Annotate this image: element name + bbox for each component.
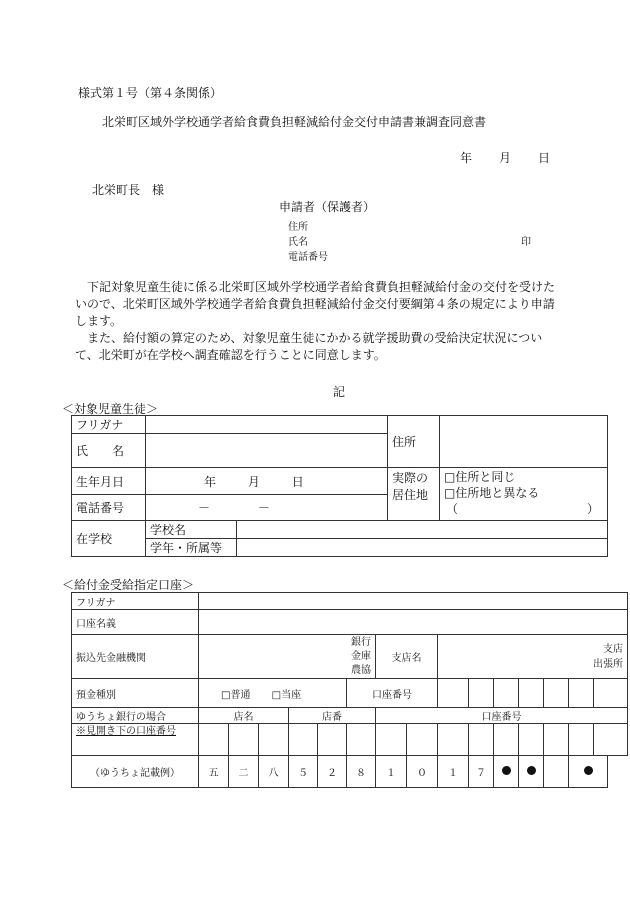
example-digit: 八 <box>259 756 289 788</box>
example-digit: ７ <box>469 756 494 788</box>
phone-dash-1: － <box>198 501 211 515</box>
addressee: 北栄町長 様 <box>92 183 165 197</box>
date-month: 月 <box>499 151 512 165</box>
account-name-field[interactable] <box>199 610 628 635</box>
ki-heading: 記 <box>333 385 346 399</box>
bank-label: 振込先金融機関 <box>72 635 199 679</box>
account-digit-6[interactable] <box>569 679 594 708</box>
example-digit: 二 <box>229 756 259 788</box>
example-digit: ８ <box>347 756 376 788</box>
birth-day: 日 <box>291 474 304 489</box>
yucho-cell-5[interactable] <box>318 724 347 756</box>
body-paragraph-2: また、給付額の算定のため、対象児童生徒にかかる就学援助費の受給決定状況について、北栄町が在学校へ調査確認を行うことに同意します。 <box>75 331 543 362</box>
account-digit-4[interactable] <box>519 679 544 708</box>
student-furigana-field[interactable] <box>146 416 388 434</box>
yucho-case-label: ゆうちょ銀行の場合 <box>72 708 199 724</box>
applicant-phone-label: 電話番号 <box>288 252 328 263</box>
example-digit: １ <box>438 756 469 788</box>
birth-month: 月 <box>247 474 260 489</box>
example-dot <box>494 756 519 788</box>
paren-open: （ <box>446 502 459 516</box>
example-digit: ２ <box>318 756 347 788</box>
school-name-label: 学校名 <box>146 521 237 539</box>
yucho-cell-7[interactable] <box>376 724 407 756</box>
student-phone-label: 電話番号 <box>72 495 146 521</box>
body-paragraph-1: 下記対象児童生徒に係る北栄町区域外学校通学者給食費負担軽減給付金の交付を受けたいので、北栄町区域外学校通学者給食費負担軽減給付金交付要綱第４条の規定により申請します。 <box>75 280 556 328</box>
account-number-label: 口座番号 <box>347 679 438 708</box>
school-name-field[interactable] <box>237 521 608 539</box>
yucho-example-label: （ゆうちょ記載例） <box>72 756 199 788</box>
date-year: 年 <box>460 151 473 165</box>
student-name-label: 氏 名 <box>72 434 146 468</box>
option-same-address[interactable]: □住所と同じ <box>444 470 516 484</box>
example-dot <box>544 756 569 788</box>
student-phone-field[interactable] <box>146 495 388 521</box>
yucho-cell-11[interactable] <box>494 724 519 756</box>
student-birthdate-field[interactable] <box>146 468 388 495</box>
applicant-name-label: 氏名 <box>288 237 308 248</box>
deposit-current-checkbox[interactable]: □当座 <box>271 689 302 701</box>
yucho-cell-3[interactable] <box>259 724 289 756</box>
example-digit: １ <box>376 756 407 788</box>
bank-type-nokyo: 農協 <box>351 664 371 676</box>
branch-type-office: 出張所 <box>593 658 623 670</box>
account-digit-1[interactable] <box>438 679 469 708</box>
deposit-type-label: 預金種別 <box>72 679 199 708</box>
date-day: 日 <box>538 151 551 165</box>
actual-residence-label: 実際の 居住地 <box>388 468 440 521</box>
applicant-heading: 申請者（保護者） <box>279 200 376 214</box>
form-title: 北栄町区域外学校通学者給食費負担軽減給付金交付申請書兼調査同意書 <box>102 115 487 129</box>
student-section-heading: ＜対象児童生徒＞ <box>62 402 159 416</box>
example-digit: ５ <box>289 756 318 788</box>
student-address-field[interactable] <box>440 416 608 468</box>
residence-address-parens <box>444 501 603 517</box>
branch-name-label: 支店名 <box>376 635 438 679</box>
seal-mark: 印 <box>521 237 531 248</box>
yucho-cell-6[interactable] <box>347 724 376 756</box>
yucho-cell-4[interactable] <box>289 724 318 756</box>
student-table <box>71 415 608 557</box>
body-text <box>75 279 555 364</box>
account-digit-7[interactable] <box>594 679 628 708</box>
account-name-label: 口座名義 <box>72 610 199 635</box>
student-name-field[interactable] <box>146 434 388 468</box>
example-digit: ０ <box>407 756 438 788</box>
yucho-cell-1[interactable] <box>199 724 229 756</box>
yucho-cell-15[interactable] <box>594 724 628 756</box>
branch-type-branch: 支店 <box>603 643 623 655</box>
bank-type-shinkin: 金庫 <box>351 650 371 662</box>
account-furigana-field[interactable] <box>199 593 628 610</box>
yucho-cell-10[interactable] <box>469 724 494 756</box>
option-different-address[interactable]: □住所地と異なる <box>444 486 540 500</box>
paren-close: ） <box>586 502 599 516</box>
applicant-address-label: 住所 <box>288 222 308 233</box>
filled-dot-icon <box>527 766 536 775</box>
yucho-cell-13[interactable] <box>544 724 569 756</box>
yucho-shop-name-label: 店名 <box>199 708 289 724</box>
deposit-type-options <box>199 679 347 708</box>
grade-label: 学年・所属等 <box>146 539 237 557</box>
yucho-cell-14[interactable] <box>569 724 594 756</box>
yucho-note-text: ※見開き下の口座番号 <box>76 726 176 737</box>
student-address-label: 住所 <box>388 416 440 468</box>
account-digit-3[interactable] <box>494 679 519 708</box>
student-furigana-label: フリガナ <box>72 416 146 434</box>
yucho-shop-number-label: 店番 <box>289 708 376 724</box>
deposit-ordinary-checkbox[interactable]: □普通 <box>221 689 251 701</box>
account-section-heading: ＜給付金受給指定口座＞ <box>62 578 195 592</box>
student-birthdate-label: 生年月日 <box>72 468 146 495</box>
example-dot <box>569 756 608 788</box>
phone-dash-2: － <box>257 501 270 515</box>
yucho-account-number-label: 口座番号 <box>376 708 628 724</box>
account-digit-2[interactable] <box>469 679 494 708</box>
account-furigana-label: フリガナ <box>72 593 199 610</box>
yucho-note <box>72 724 199 756</box>
yucho-cell-2[interactable] <box>229 724 259 756</box>
example-dot <box>519 756 544 788</box>
bank-field[interactable] <box>199 635 376 679</box>
grade-field[interactable] <box>237 539 608 557</box>
actual-residence-field[interactable] <box>440 468 608 521</box>
example-digit: 五 <box>199 756 229 788</box>
yucho-cell-12[interactable] <box>519 724 544 756</box>
filled-dot-icon <box>502 766 511 775</box>
filled-dot-icon <box>584 766 593 775</box>
account-digit-5[interactable] <box>544 679 569 708</box>
form-number: 様式第１号（第４条関係） <box>78 86 223 100</box>
school-label: 在学校 <box>72 521 146 557</box>
birth-year: 年 <box>204 474 217 489</box>
branch-field[interactable] <box>438 635 628 679</box>
yucho-cell-9[interactable] <box>438 724 469 756</box>
account-table <box>71 592 628 788</box>
yucho-cell-8[interactable] <box>407 724 438 756</box>
bank-type-bank: 銀行 <box>351 636 371 648</box>
